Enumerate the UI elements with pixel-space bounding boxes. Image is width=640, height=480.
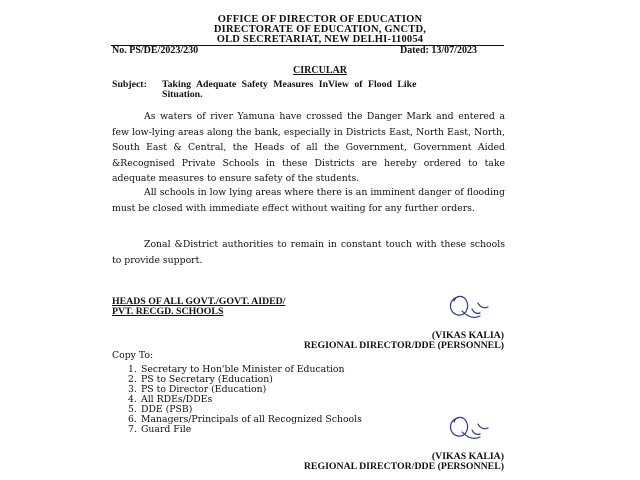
addressee-line-1: HEADS OF ALL GOVT./GOVT. AIDED/ bbox=[112, 296, 286, 307]
body-paragraph-3: Zonal &District authorities to remain in constant touch with these schools to provide support. bbox=[112, 239, 505, 266]
body-paragraph-1: As waters of river Yamuna have crossed the Danger Mark and entered a few low-lying areas along the bank, especially in Districts East, North East, North, South East & Central, the Heads of all the Government, Government Aided &Recognised Private Schools in these Districts are hereby ordered to take adequate measures to ensure safety of the students. bbox=[112, 111, 505, 184]
list-item: 6. Managers/Principals of all Recognized Schools bbox=[128, 414, 362, 425]
subject-label: Subject: bbox=[112, 79, 147, 90]
signature-1 bbox=[444, 289, 492, 323]
copy-to-list bbox=[128, 365, 362, 435]
list-item: 3. PS to Director (Education) bbox=[128, 384, 267, 395]
list-item: 4. All RDEs/DDEs bbox=[128, 394, 213, 405]
subject-text-cont: Situation. bbox=[162, 89, 203, 100]
circular-date: Dated: 13/07/2023 bbox=[400, 45, 477, 56]
signatory-name: (VIKAS KALIA) bbox=[431, 330, 504, 341]
signatory-designation-2: REGIONAL DIRECTOR/DDE (PERSONNEL) bbox=[303, 461, 504, 472]
addressee-line-2: PVT. RECGD. SCHOOLS bbox=[112, 306, 224, 317]
office-address: OLD SECRETARIAT, NEW DELHI-110054 bbox=[216, 34, 424, 45]
body-paragraph-2: All schools in low lying areas where there is an imminent danger of flooding must be closed with immediate effect without waiting for any further orders. bbox=[112, 187, 505, 214]
office-name: OFFICE OF DIRECTOR OF EDUCATION bbox=[217, 14, 423, 25]
document-title: CIRCULAR bbox=[293, 65, 347, 76]
signatory-name-2: (VIKAS KALIA) bbox=[431, 451, 504, 462]
directorate-name: DIRECTORATE OF EDUCATION, GNCTD, bbox=[213, 24, 427, 35]
list-item: 7. Guard File bbox=[128, 424, 192, 435]
reference-number: No. PS/DE/2023/230 bbox=[112, 45, 199, 56]
list-item: 1. Secretary to Hon'ble Minister of Education bbox=[128, 364, 345, 375]
signatory-designation: REGIONAL DIRECTOR/DDE (PERSONNEL) bbox=[303, 340, 504, 351]
subject-text: Taking Adequate Safety Measures InView of Flood Like bbox=[162, 79, 417, 90]
signature-2 bbox=[444, 410, 492, 444]
list-item: 2. PS to Secretary (Education) bbox=[128, 374, 273, 385]
copy-to-label: Copy To: bbox=[112, 350, 154, 361]
list-item: 5. DDE (PSB) bbox=[128, 404, 193, 415]
